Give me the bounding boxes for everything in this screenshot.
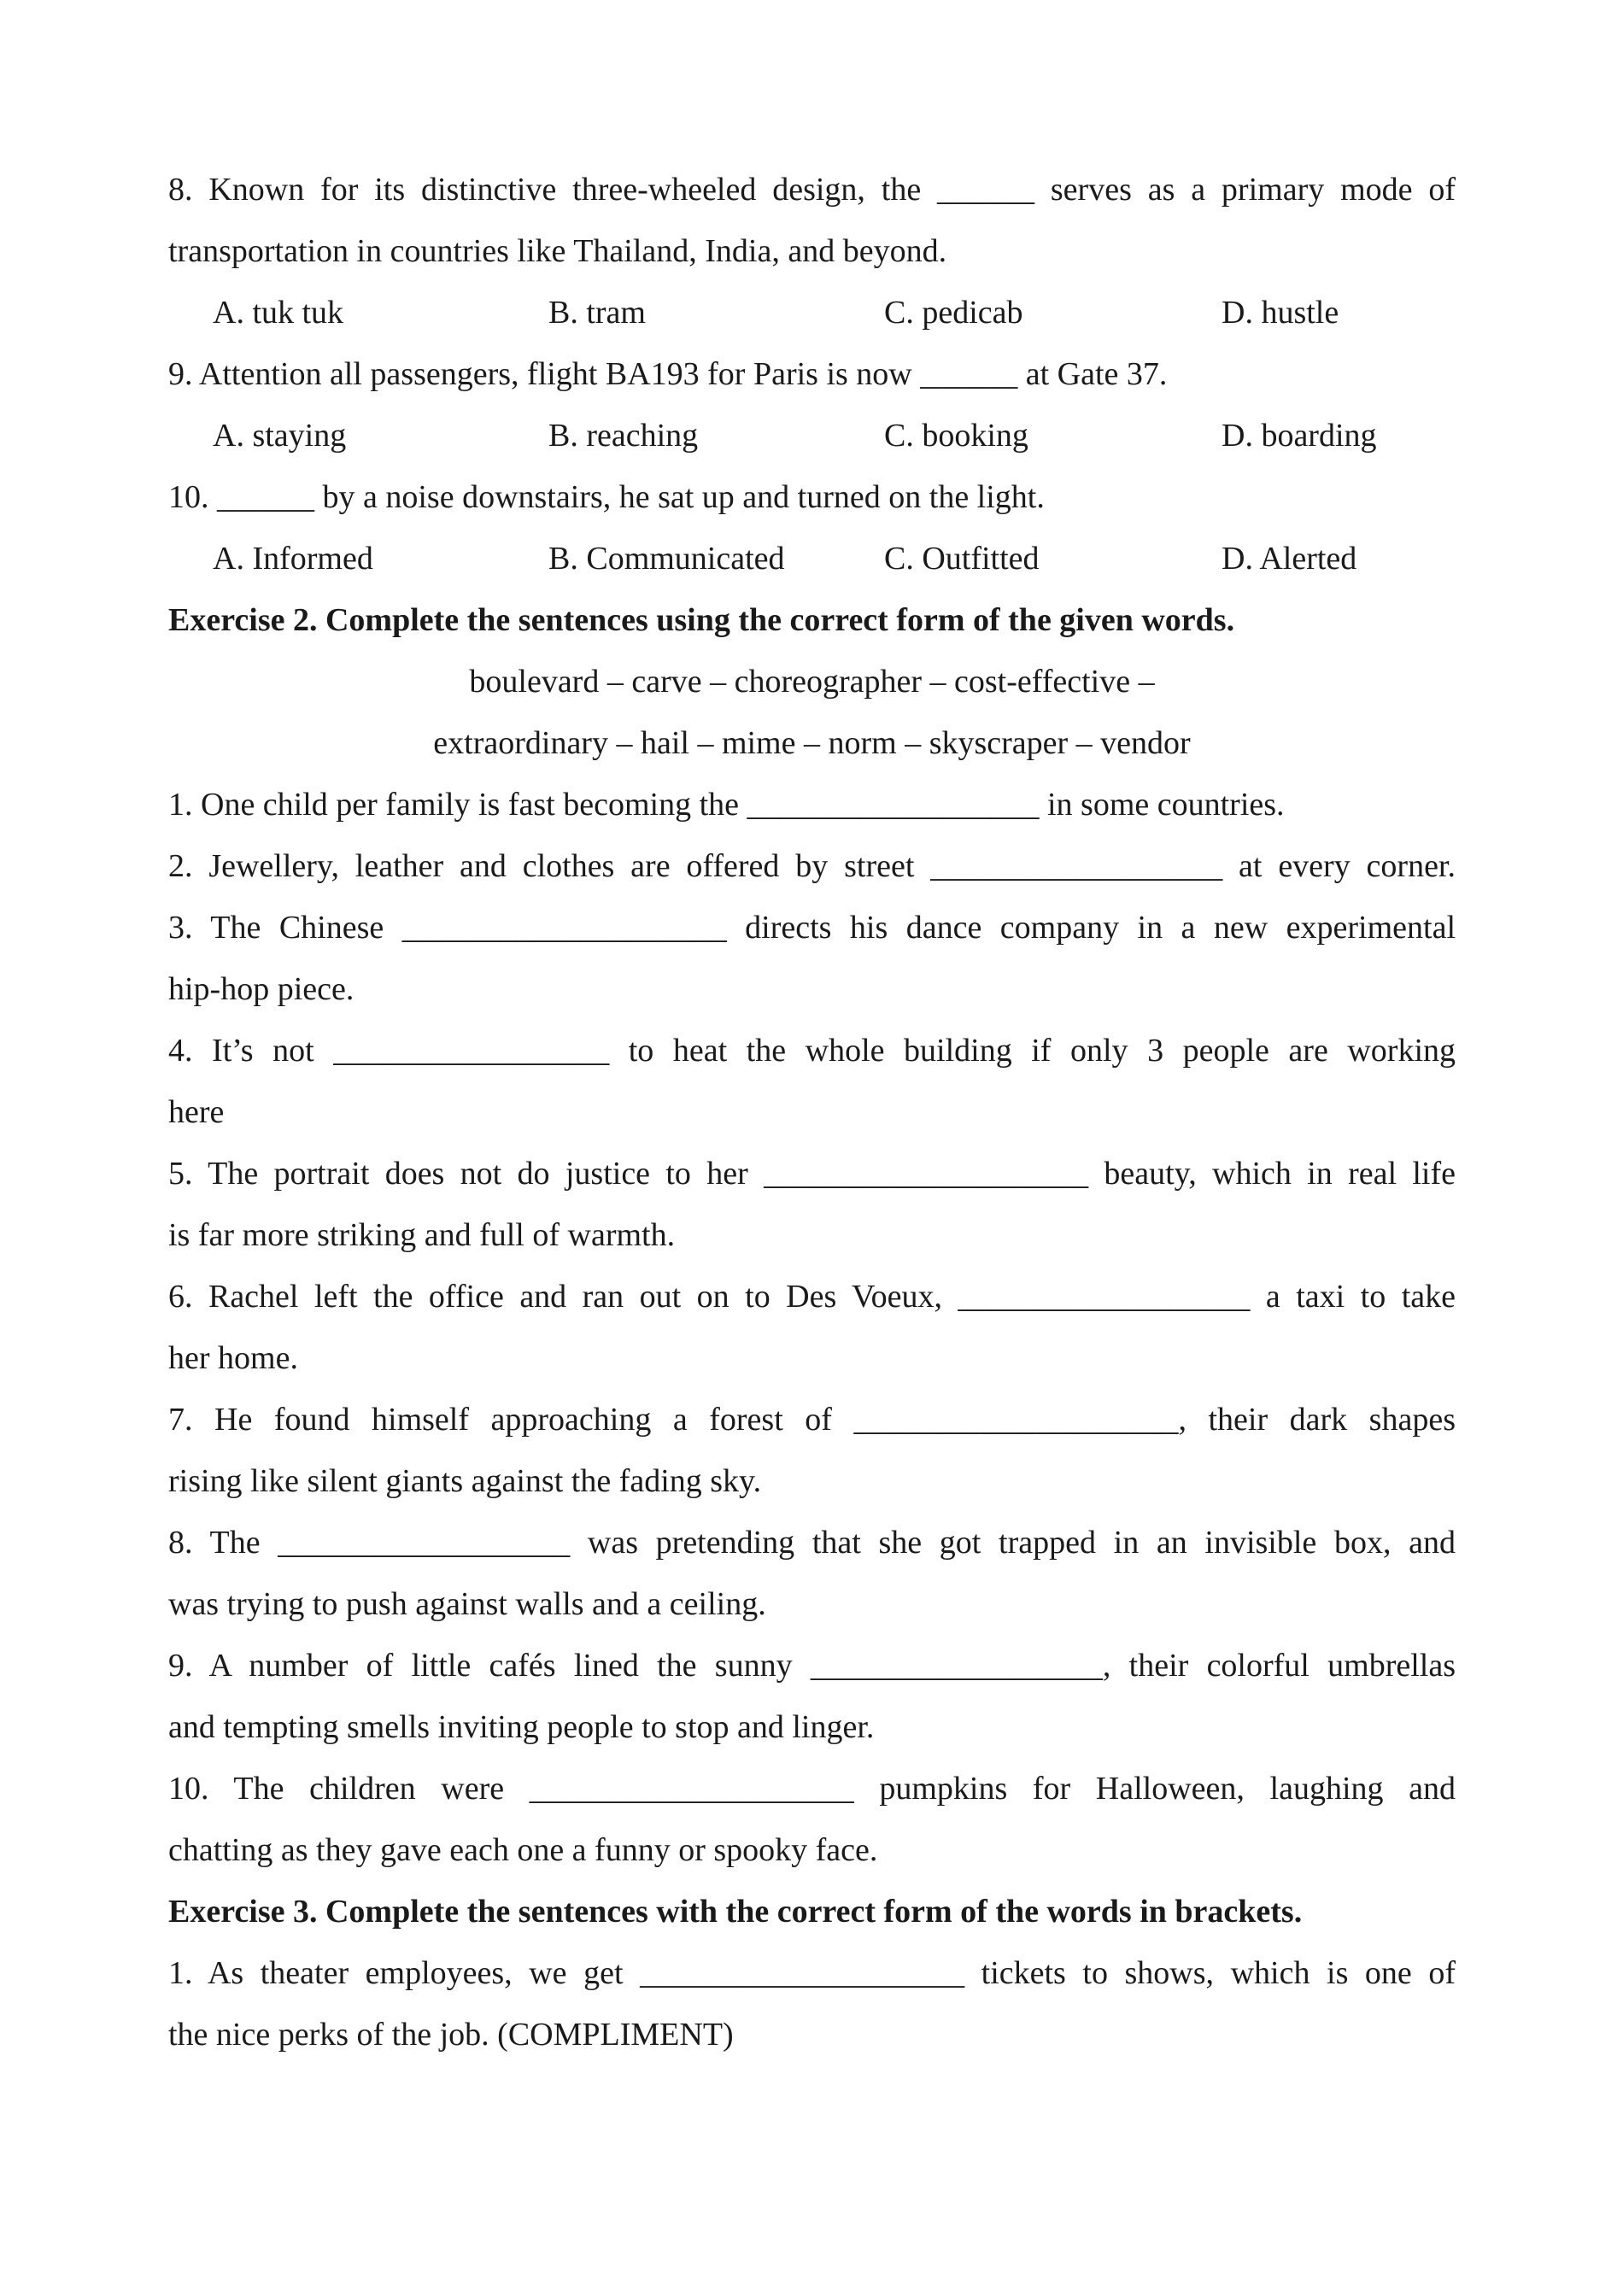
ex2-item-10-line-2: chatting as they gave each one a funny or spooky face.	[168, 1832, 878, 1868]
ex2-item-5-line-1: 5. The portrait does not do justice to her ____________________ beauty, which in real life	[168, 1156, 1456, 1192]
q10-stem-line-1: 10. ______ by a noise downstairs, he sat up and turned on the light.	[168, 479, 1045, 515]
ex2-item-6-line-1: 6. Rachel left the office and ran out on to Des Voeux, __________________ a taxi to take	[168, 1279, 1456, 1315]
ex2-item-3-line-2: hip-hop piece.	[168, 971, 354, 1007]
exercise-3-heading: Exercise 3. Complete the sentences with the correct form of the words in brackets.	[168, 1894, 1303, 1930]
q8-option-a: A. tuk tuk	[213, 295, 344, 331]
q10-option-b: B. Communicated	[548, 541, 785, 577]
q9-option-d: D. boarding	[1222, 418, 1377, 454]
word-bank-line-2: extraordinary – hail – mime – norm – skyscraper – vendor	[433, 725, 1191, 761]
q9-stem-line-1: 9. Attention all passengers, flight BA193 for Paris is now ______ at Gate 37.	[168, 356, 1168, 392]
ex2-item-3-line-1: 3. The Chinese ____________________ directs his dance company in a new experimental	[168, 910, 1456, 946]
ex3-item-1-line-2: the nice perks of the job. (COMPLIMENT)	[168, 2017, 734, 2053]
q10-option-d: D. Alerted	[1222, 541, 1357, 577]
ex3-item-1-line-1: 1. As theater employees, we get ____________________ tickets to shows, which is one of	[168, 1955, 1456, 1991]
q9-options	[168, 405, 1456, 466]
ex2-item-8-line-1: 8. The __________________ was pretending that she got trapped in an invisible box, and	[168, 1525, 1456, 1561]
ex2-item-7-line-2: rising like silent giants against the fading sky.	[168, 1463, 762, 1499]
q9-option-c: C. booking	[884, 418, 1028, 454]
q10-option-a: A. Informed	[213, 541, 373, 577]
exercise-2-heading: Exercise 2. Complete the sentences using the correct form of the given words.	[168, 602, 1235, 638]
q10-options	[168, 528, 1456, 589]
ex2-item-1-line-1: 1. One child per family is fast becoming the __________________ in some countries.	[168, 787, 1285, 823]
q8-options	[168, 282, 1456, 343]
ex2-item-9-line-1: 9. A number of little cafés lined the sunny __________________, their colorful umbrellas	[168, 1648, 1456, 1684]
q9-option-b: B. reaching	[548, 418, 699, 454]
word-bank-line-1: boulevard – carve – choreographer – cost-effective –	[469, 664, 1155, 700]
q8-option-b: B. tram	[548, 295, 646, 331]
q8-option-d: D. hustle	[1222, 295, 1339, 331]
worksheet-page	[168, 159, 1456, 2065]
q8-option-c: C. pedicab	[884, 295, 1023, 331]
q8-stem-line-1: 8. Known for its distinctive three-wheeled design, the ______ serves as a primary mode of	[168, 172, 1456, 208]
ex2-item-4-line-2: here	[168, 1094, 225, 1130]
ex2-item-10-line-1: 10. The children were ____________________ pumpkins for Halloween, laughing and	[168, 1771, 1456, 1807]
ex2-item-2-line-1: 2. Jewellery, leather and clothes are offered by street __________________ at every corner.	[168, 848, 1456, 884]
q8-stem-line-2: transportation in countries like Thailand, India, and beyond.	[168, 233, 947, 269]
q9-option-a: A. staying	[213, 418, 347, 454]
ex2-item-8-line-2: was trying to push against walls and a ceiling.	[168, 1586, 766, 1622]
ex2-item-7-line-1: 7. He found himself approaching a forest of ____________________, their dark shapes	[168, 1402, 1456, 1438]
ex2-item-4-line-1: 4. It’s not _________________ to heat the whole building if only 3 people are working	[168, 1033, 1456, 1069]
ex2-item-9-line-2: and tempting smells inviting people to stop and linger.	[168, 1709, 875, 1745]
ex2-item-6-line-2: her home.	[168, 1340, 298, 1376]
ex2-item-5-line-2: is far more striking and full of warmth.	[168, 1217, 676, 1253]
q10-option-c: C. Outfitted	[884, 541, 1040, 577]
